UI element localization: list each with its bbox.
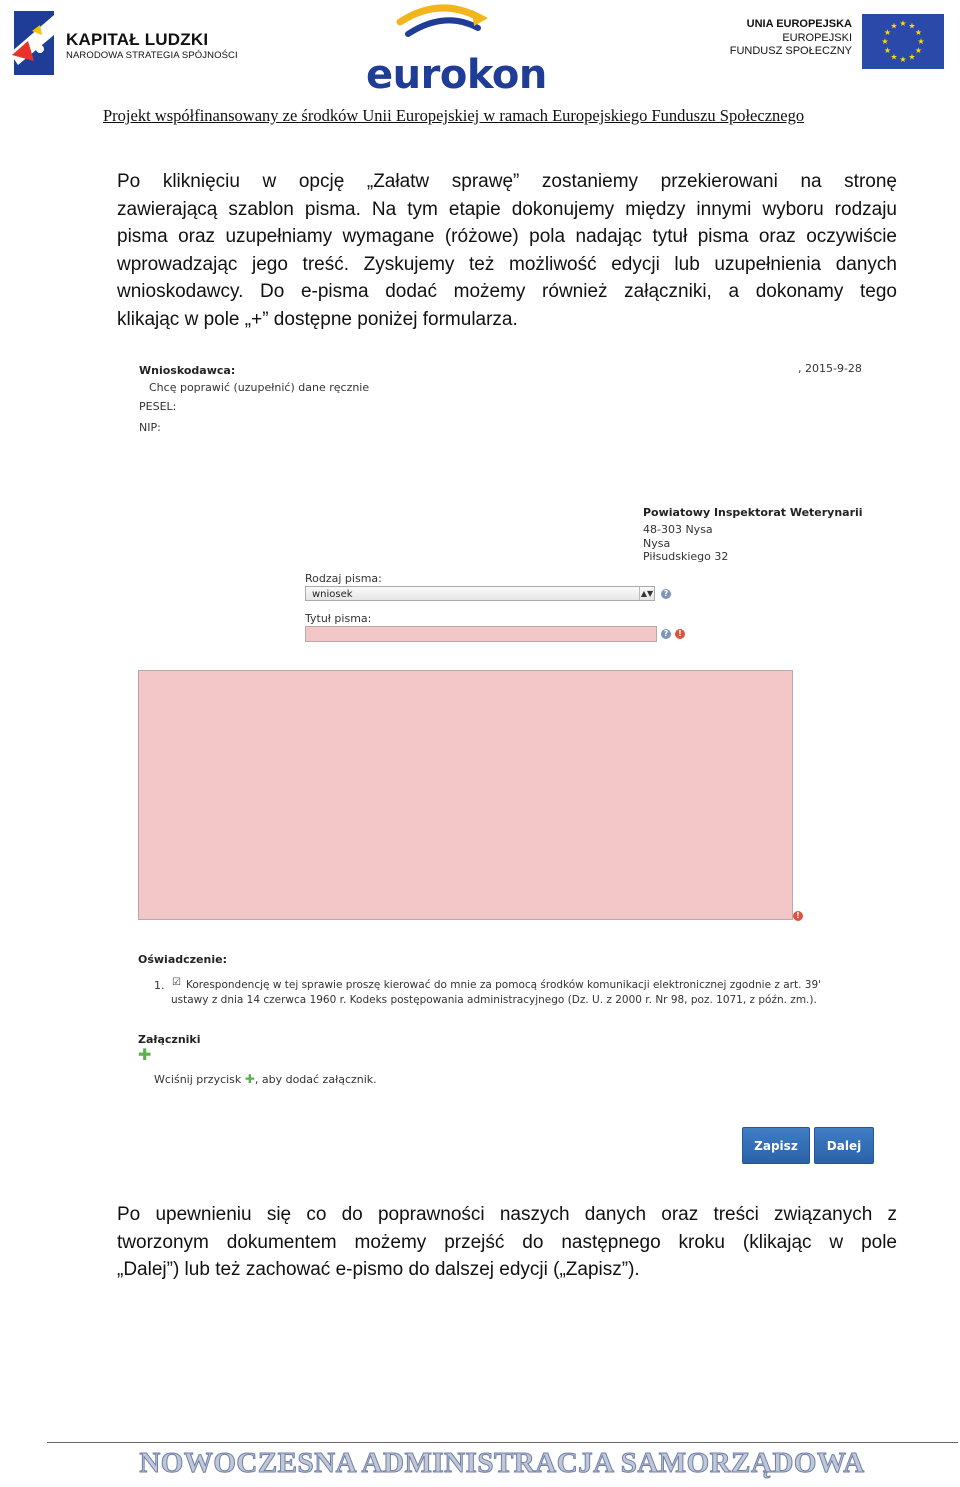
kl-subtitle: NARODOWA STRATEGIA SPÓJNOŚCI — [66, 50, 238, 61]
paragraph-line: klikając w pole „+” dostępne poniżej formularza. — [117, 308, 518, 330]
ue-text — [700, 18, 852, 59]
attach-hint-after: , aby dodać załącznik. — [254, 1073, 377, 1086]
eurokon-wordmark: eurokon — [366, 52, 547, 98]
letter-type-label: Rodzaj pisma: — [305, 572, 382, 585]
declaration-line2: ustawy z dnia 14 czerwca 1960 r. Kodeks postępowania administracyjnego (Dz. U. z 2000 r. Nr 98, poz. 1071, z późn. zm.). — [171, 994, 817, 1006]
svg-text:★: ★ — [908, 52, 916, 62]
svg-text:★: ★ — [899, 19, 907, 28]
recipient-street: Piłsudskiego 32 — [643, 550, 729, 563]
footer-divider — [47, 1442, 958, 1443]
paragraph-line: tworzonym dokumentem możemy przejść do następnego kroku (klikając w pole — [117, 1231, 897, 1253]
project-cofinancing-line: Projekt współfinansowany ze środków Unii Europejskiej w ramach Europejskiego Funduszu Społecznego — [103, 106, 805, 125]
attach-hint — [154, 1072, 377, 1086]
paragraph-line: Po upewnieniu się co do poprawności naszych danych oraz treści związanych z — [117, 1204, 897, 1225]
letter-type-value: wniosek — [312, 589, 353, 600]
svg-text:★: ★ — [890, 52, 898, 62]
nip-label: NIP: — [139, 421, 161, 434]
paragraph-line: pisma oraz uzupełniamy wymagane (różowe) pola nadając tytuł pisma oraz oczywiście — [117, 226, 897, 247]
declaration-line1: Korespondencję w tej sprawie proszę kierować do mnie za pomocą środków komunikacji elektronicznej zgodnie z art. 39' — [186, 979, 822, 991]
paragraph-line: wprowadzając jego treść. Zyskujemy też możliwość edycji lub uzupełnienia danych — [117, 253, 897, 275]
recipient-city: Nysa — [643, 537, 671, 550]
letter-title-input[interactable] — [305, 626, 657, 642]
page-header — [0, 0, 960, 130]
help-icon[interactable]: ? — [661, 629, 671, 639]
letter-type-select[interactable] — [305, 586, 655, 601]
plus-icon: ✚ — [244, 1072, 255, 1086]
svg-text:★: ★ — [883, 28, 892, 37]
svg-text:★: ★ — [890, 21, 898, 31]
svg-text:★: ★ — [883, 46, 892, 55]
letter-title-label: Tytuł pisma: — [305, 612, 372, 625]
add-attachment-plus-icon[interactable]: ✚ — [138, 1045, 152, 1064]
letter-body-textarea[interactable] — [138, 670, 793, 920]
svg-text:★: ★ — [881, 37, 889, 46]
error-icon: ! — [793, 911, 803, 921]
next-button[interactable]: Dalej — [814, 1127, 874, 1164]
edit-manually-link[interactable]: Chcę poprawić (uzupełnić) dane ręcznie — [149, 381, 370, 394]
eu-flag-icon — [862, 14, 944, 69]
recipient-postcode: 48-303 Nysa — [643, 523, 713, 536]
ue-line3: FUNDUSZ SPOŁECZNY — [729, 45, 852, 57]
paragraph-line: „Dalej”) lub też zachować e-pismo do dalszej edycji („Zapisz”). — [117, 1259, 640, 1280]
declaration-number: 1. — [154, 979, 165, 992]
ue-line1: UNIA EUROPEJSKA — [746, 18, 852, 30]
declaration-label: Oświadczenie: — [138, 953, 227, 966]
letter-date: , 2015-9-28 — [798, 362, 862, 375]
paragraph-line: zawierającą szablon pisma. Na tym etapie dokonujemy między innymi wyboru rodzaju — [117, 198, 897, 220]
attach-hint-before: Wciśnij przycisk — [154, 1073, 242, 1086]
paragraph-line: Po kliknięciu w opcję „Załatw sprawę” zostaniemy przekierowani na stronę — [117, 171, 897, 192]
letter-form — [130, 355, 890, 1175]
ue-line2: EUROPEJSKI — [782, 31, 852, 44]
error-icon: ! — [675, 629, 685, 639]
svg-text:★: ★ — [917, 37, 925, 46]
declaration-checkbox[interactable]: ☑ — [172, 977, 181, 988]
svg-text:★: ★ — [914, 28, 923, 37]
svg-text:★: ★ — [908, 21, 916, 31]
footer-title: NOWOCZESNA ADMINISTRACJA SAMORZĄDOWA — [139, 1447, 865, 1479]
paragraph-line: wnioskodawcy. Do e-pisma dodać możemy również załączniki, a dokonamy tego — [117, 281, 897, 302]
applicant-label: Wnioskodawca: — [139, 364, 236, 377]
intro-paragraph — [117, 168, 897, 333]
closing-paragraph — [117, 1201, 897, 1284]
pesel-label: PESEL: — [139, 400, 177, 413]
svg-text:★: ★ — [914, 46, 923, 55]
kl-title: KAPITAŁ LUDZKI — [66, 30, 209, 49]
save-button[interactable]: Zapisz — [742, 1127, 810, 1164]
svg-text:★: ★ — [899, 55, 907, 64]
help-icon[interactable]: ? — [661, 589, 671, 599]
attachments-label: Załączniki — [138, 1033, 201, 1046]
select-arrow-icon: ▲▼ — [640, 589, 654, 598]
recipient-name: Powiatowy Inspektorat Weterynarii — [643, 506, 863, 519]
